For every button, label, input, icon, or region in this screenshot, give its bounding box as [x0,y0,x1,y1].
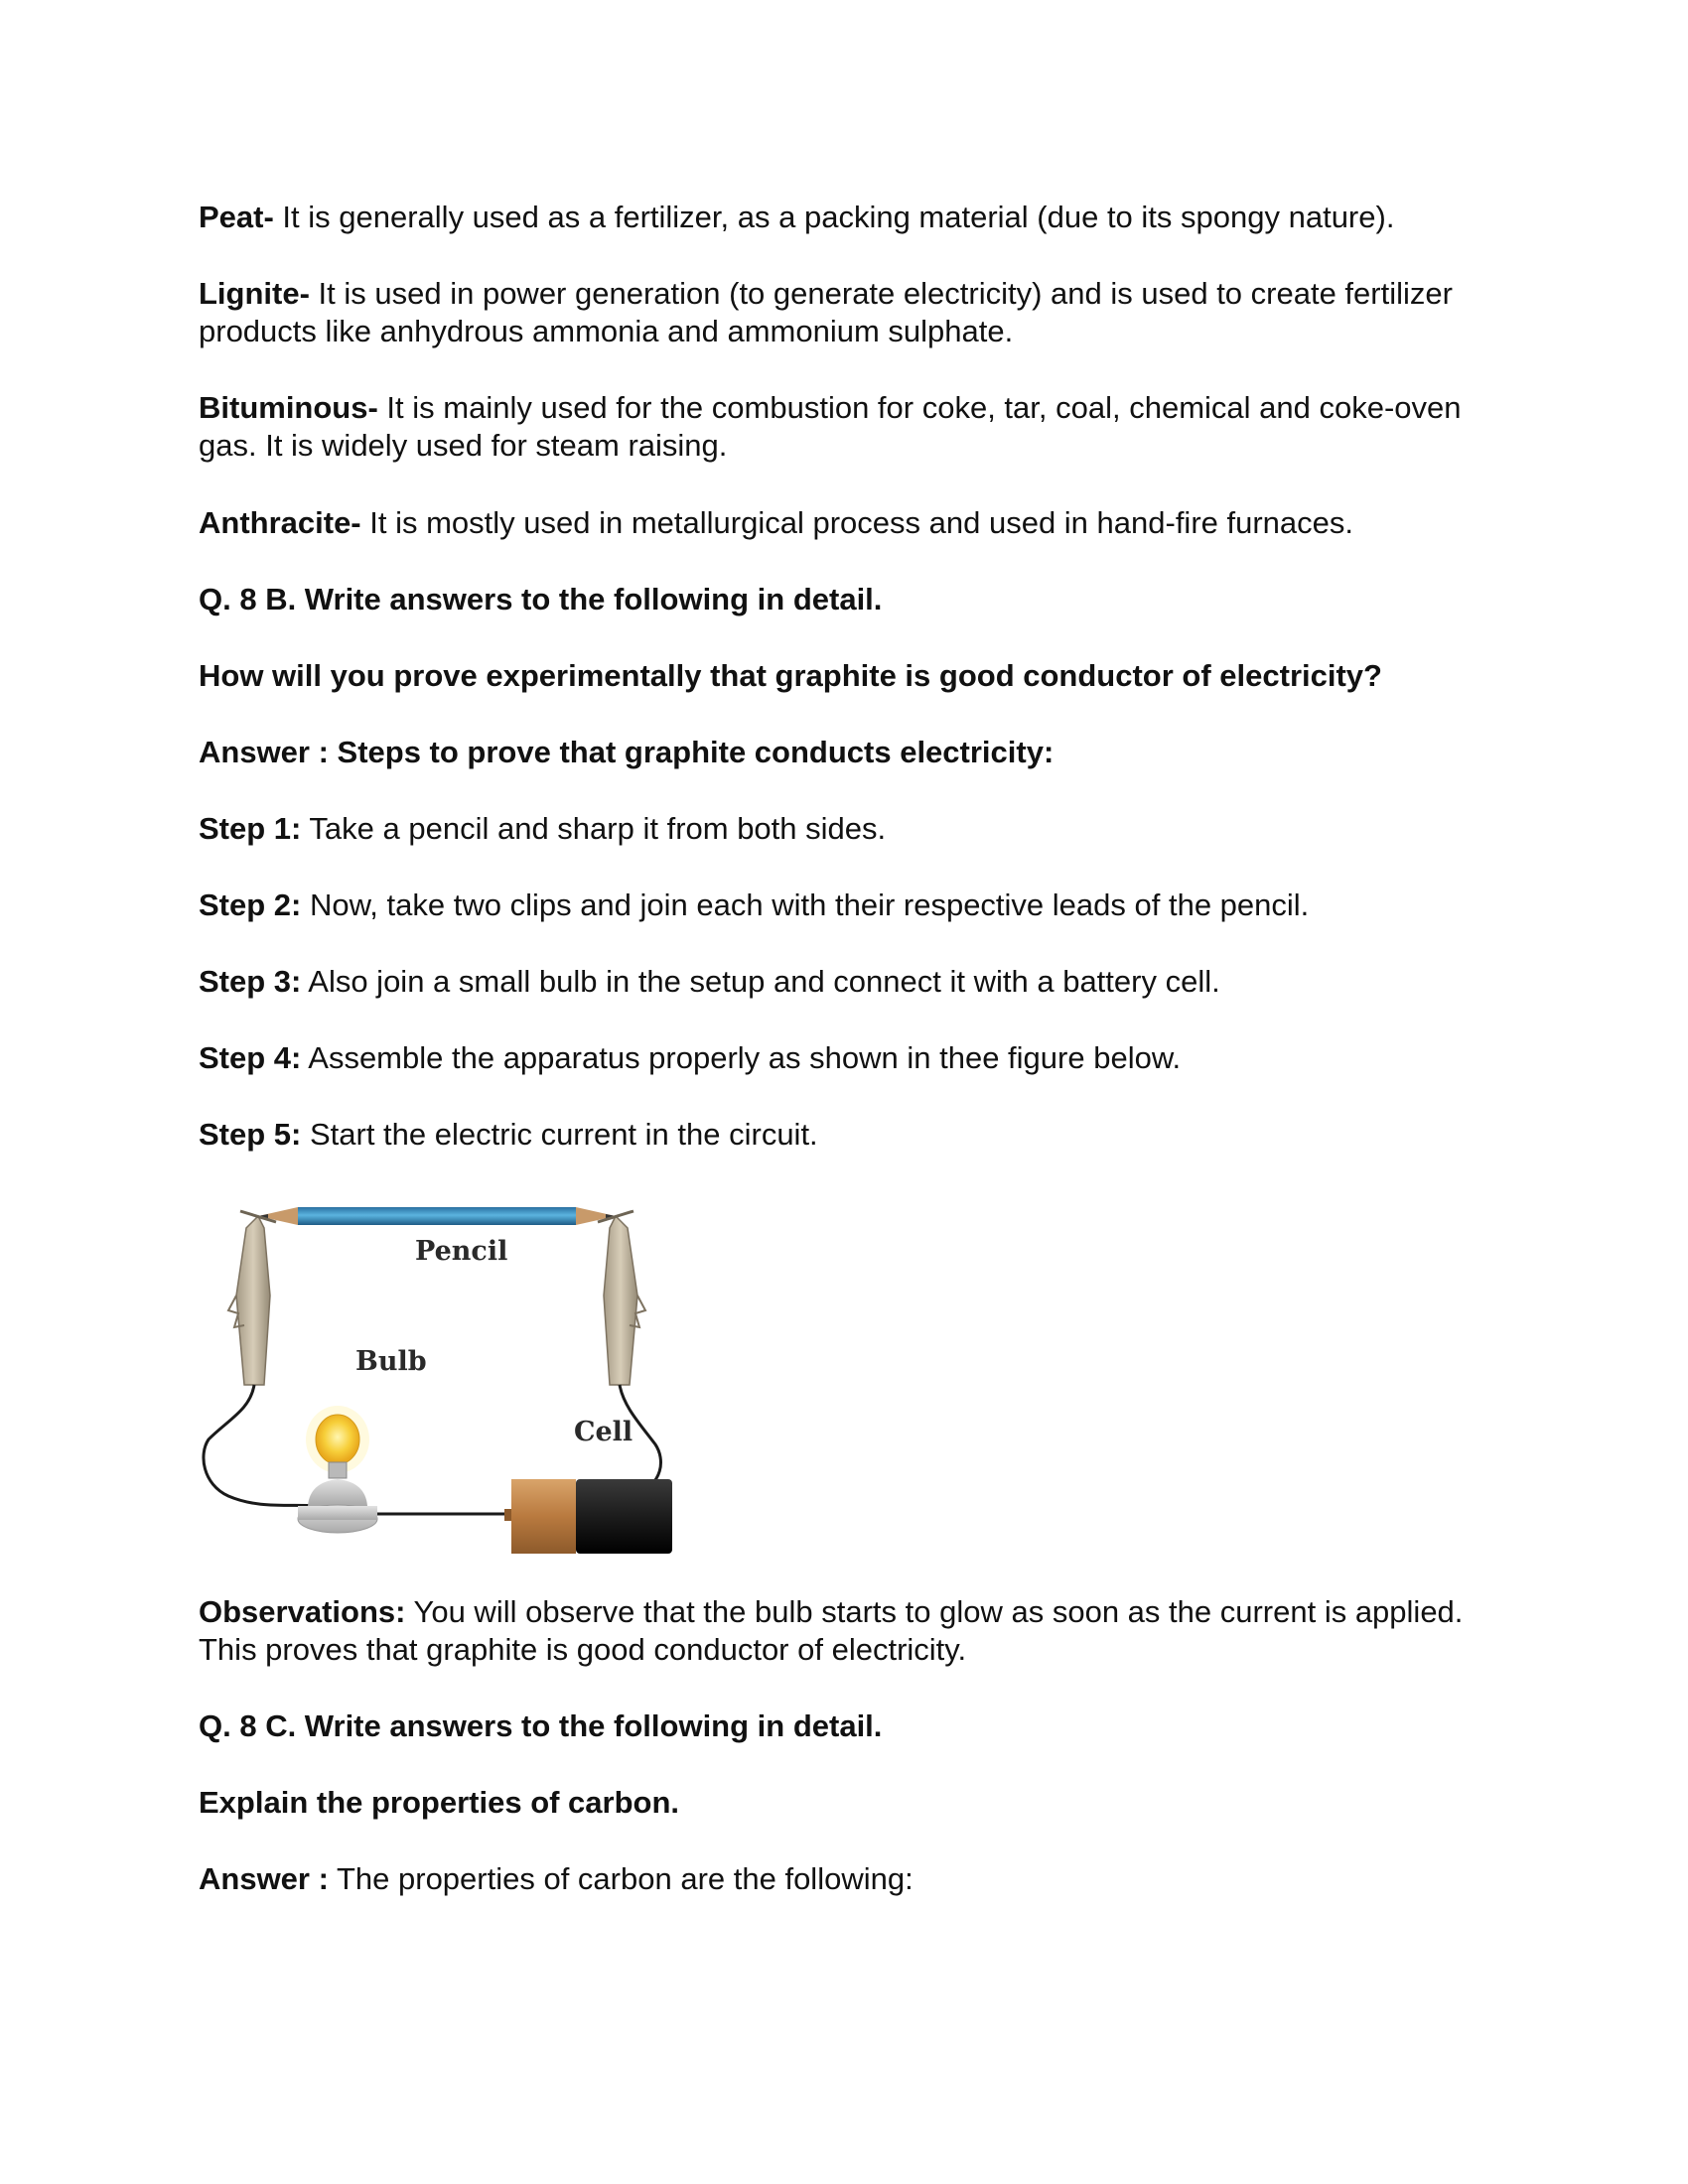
q8c-answer [199,1860,1489,1898]
step-3-label: Step 3: [199,964,302,999]
step-3-text: Also join a small bulb in the setup and connect it with a battery cell. [301,964,1220,999]
bulb-label-text: Bulb [355,1346,427,1377]
step-2 [199,887,1489,924]
q8b-question: How will you prove experimentally that graphite is good conductor of electricity? [199,658,1382,693]
peat-term: Peat- [199,200,274,234]
lignite-paragraph [199,275,1489,350]
q8c-answer-text: The properties of carbon are the following: [328,1861,914,1896]
observations-text: You will observe that the bulb starts to glow as soon as the current is applied. This proves that graphite is good conductor of electricity. [199,1594,1464,1667]
pencil-label: Pencil [415,1236,508,1267]
right-clip-icon [598,1211,645,1385]
left-clip-icon [228,1211,276,1385]
step-5-text: Start the electric current in the circuit. [301,1117,818,1152]
step-4-text: Assemble the apparatus properly as shown in thee figure below. [301,1040,1182,1075]
step-4-label: Step 4: [199,1040,302,1075]
step-5-label: Step 5: [199,1117,302,1152]
bituminous-term: Bituminous- [199,390,378,425]
step-3 [199,963,1489,1001]
anthracite-text: It is mostly used in metallurgical process and used in hand-fire furnaces. [360,505,1354,540]
anthracite-paragraph [199,504,1489,542]
bituminous-text: It is mainly used for the combustion for coke, tar, coal, chemical and coke-oven gas. It is widely used for steam raising. [199,390,1462,463]
step-4 [199,1039,1489,1077]
q8b-heading: Q. 8 B. Write answers to the following in detail. [199,582,883,616]
pencil-body [298,1207,576,1225]
q8c-answer-label: Answer : [199,1861,329,1896]
bulb-icon [298,1406,377,1533]
step-1 [199,810,1489,848]
step-1-label: Step 1: [199,811,302,846]
step-1-text: Take a pencil and sharp it from both sides. [301,811,887,846]
peat-text: It is generally used as a fertilizer, as a packing material (due to its spongy nature). [273,200,1395,234]
cell-label: Cell [574,1417,633,1447]
observations-paragraph [199,1593,1489,1669]
q8c-heading: Q. 8 C. Write answers to the following in detail. [199,1708,883,1743]
wire-left [204,1385,323,1506]
step-2-label: Step 2: [199,887,302,922]
bituminous-paragraph [199,389,1489,465]
q8b-answer-heading: Answer : Steps to prove that graphite conducts electricity: [199,735,1055,769]
battery-cell-icon [504,1479,672,1554]
observations-label: Observations: [199,1594,406,1629]
q8c-question: Explain the properties of carbon. [199,1785,680,1820]
lignite-term: Lignite- [199,276,310,311]
circuit-diagram [199,1186,755,1564]
anthracite-term: Anthracite- [199,505,361,540]
step-2-text: Now, take two clips and join each with their respective leads of the pencil. [301,887,1310,922]
circuit-figure [199,1186,755,1564]
pencil [258,1207,616,1225]
lignite-text: It is used in power generation (to generate electricity) and is used to create fertilizer products like anhydrous ammonia and ammonium sulphate. [199,276,1453,348]
peat-paragraph [199,199,1489,236]
step-5 [199,1116,1489,1154]
